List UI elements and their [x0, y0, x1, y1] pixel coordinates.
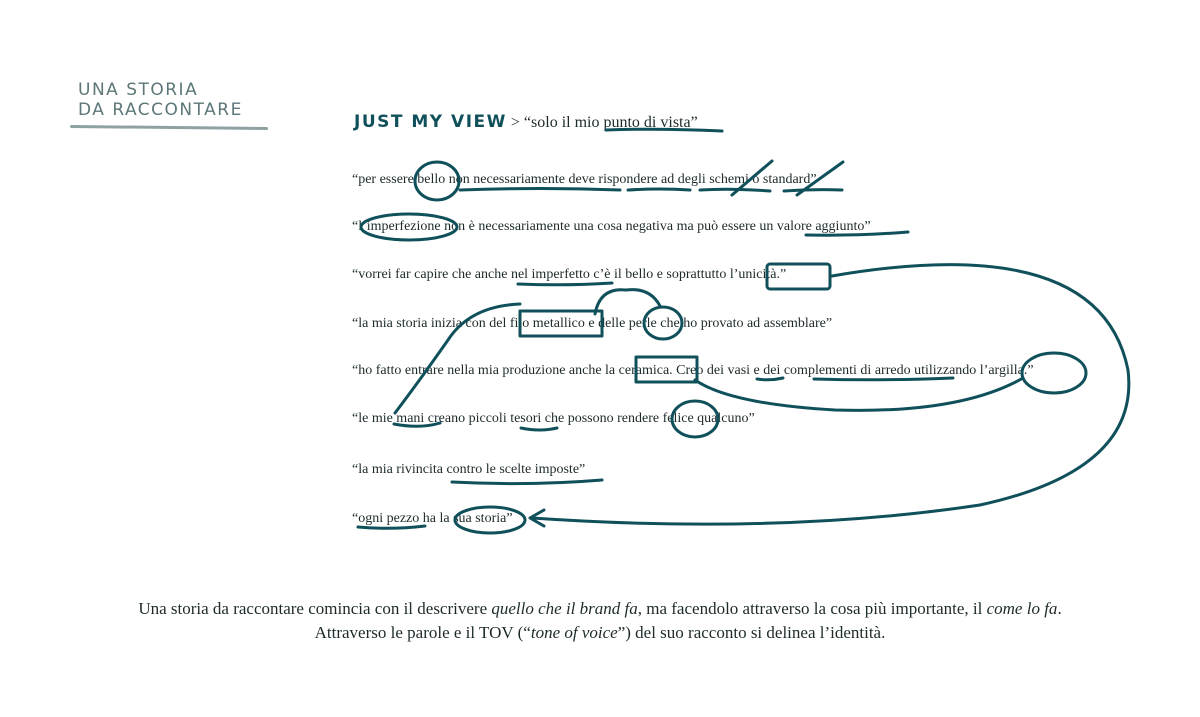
- arc-filo-to-perle: [595, 290, 660, 314]
- quote-7: “la mia rivincita contro le scelte imposte”: [352, 462, 586, 477]
- brand-name: JUST MY VIEW: [354, 112, 507, 132]
- quote-6: “le mie mani creano piccoli tesori che possono rendere felice qualcuno”: [352, 411, 755, 426]
- quote-3: “vorrei far capire che anche nel imperfetto c’è il bello e soprattutto l’unicità.”: [352, 267, 787, 282]
- section-title-line-2: DA RACCONTARE: [78, 100, 243, 120]
- arrowhead: [530, 510, 544, 526]
- quote-8: “ogni pezzo ha la sua storia”: [352, 511, 513, 526]
- quote-1: “per essere bello non necessariamente deve rispondere ad degli schemi o standard”: [352, 172, 817, 187]
- quote-2: “l’imperfezione non è necessariamente una cosa negativa ma può essere un valore aggiunto”: [352, 219, 871, 234]
- quote-5: “ho fatto entrare nella mia produzione anche la ceramica. Creo dei vasi e dei complementi di arredo utilizzando l’argilla.”: [352, 363, 1034, 378]
- underline-contro-le-scelte-imposte: [452, 480, 602, 484]
- connector-argilla-ceramica: [695, 378, 1023, 410]
- quote-4: “la mia storia inizia con del filo metallico e delle perle che ho provato ad assemblare”: [352, 316, 833, 331]
- caption-line-1: Una storia da raccontare comincia con il descrivere quello che il brand fa, ma facendolo attraverso la cosa più importante, il come lo fa.: [138, 599, 1062, 618]
- caption-line-2: Attraverso le parole e il TOV (“tone of voice”) del suo racconto si delinea l’identità.: [314, 623, 886, 642]
- section-title: [78, 80, 243, 120]
- heading-separator: >: [510, 114, 520, 131]
- heading-translation: “solo il mio punto di vista”: [523, 114, 698, 131]
- title-underline: [70, 125, 268, 130]
- caption: [60, 597, 1140, 645]
- big-connector-unicita-to-storia: [532, 265, 1129, 525]
- section-title-line-1: UNA STORIA: [78, 80, 199, 100]
- heading: [354, 110, 698, 135]
